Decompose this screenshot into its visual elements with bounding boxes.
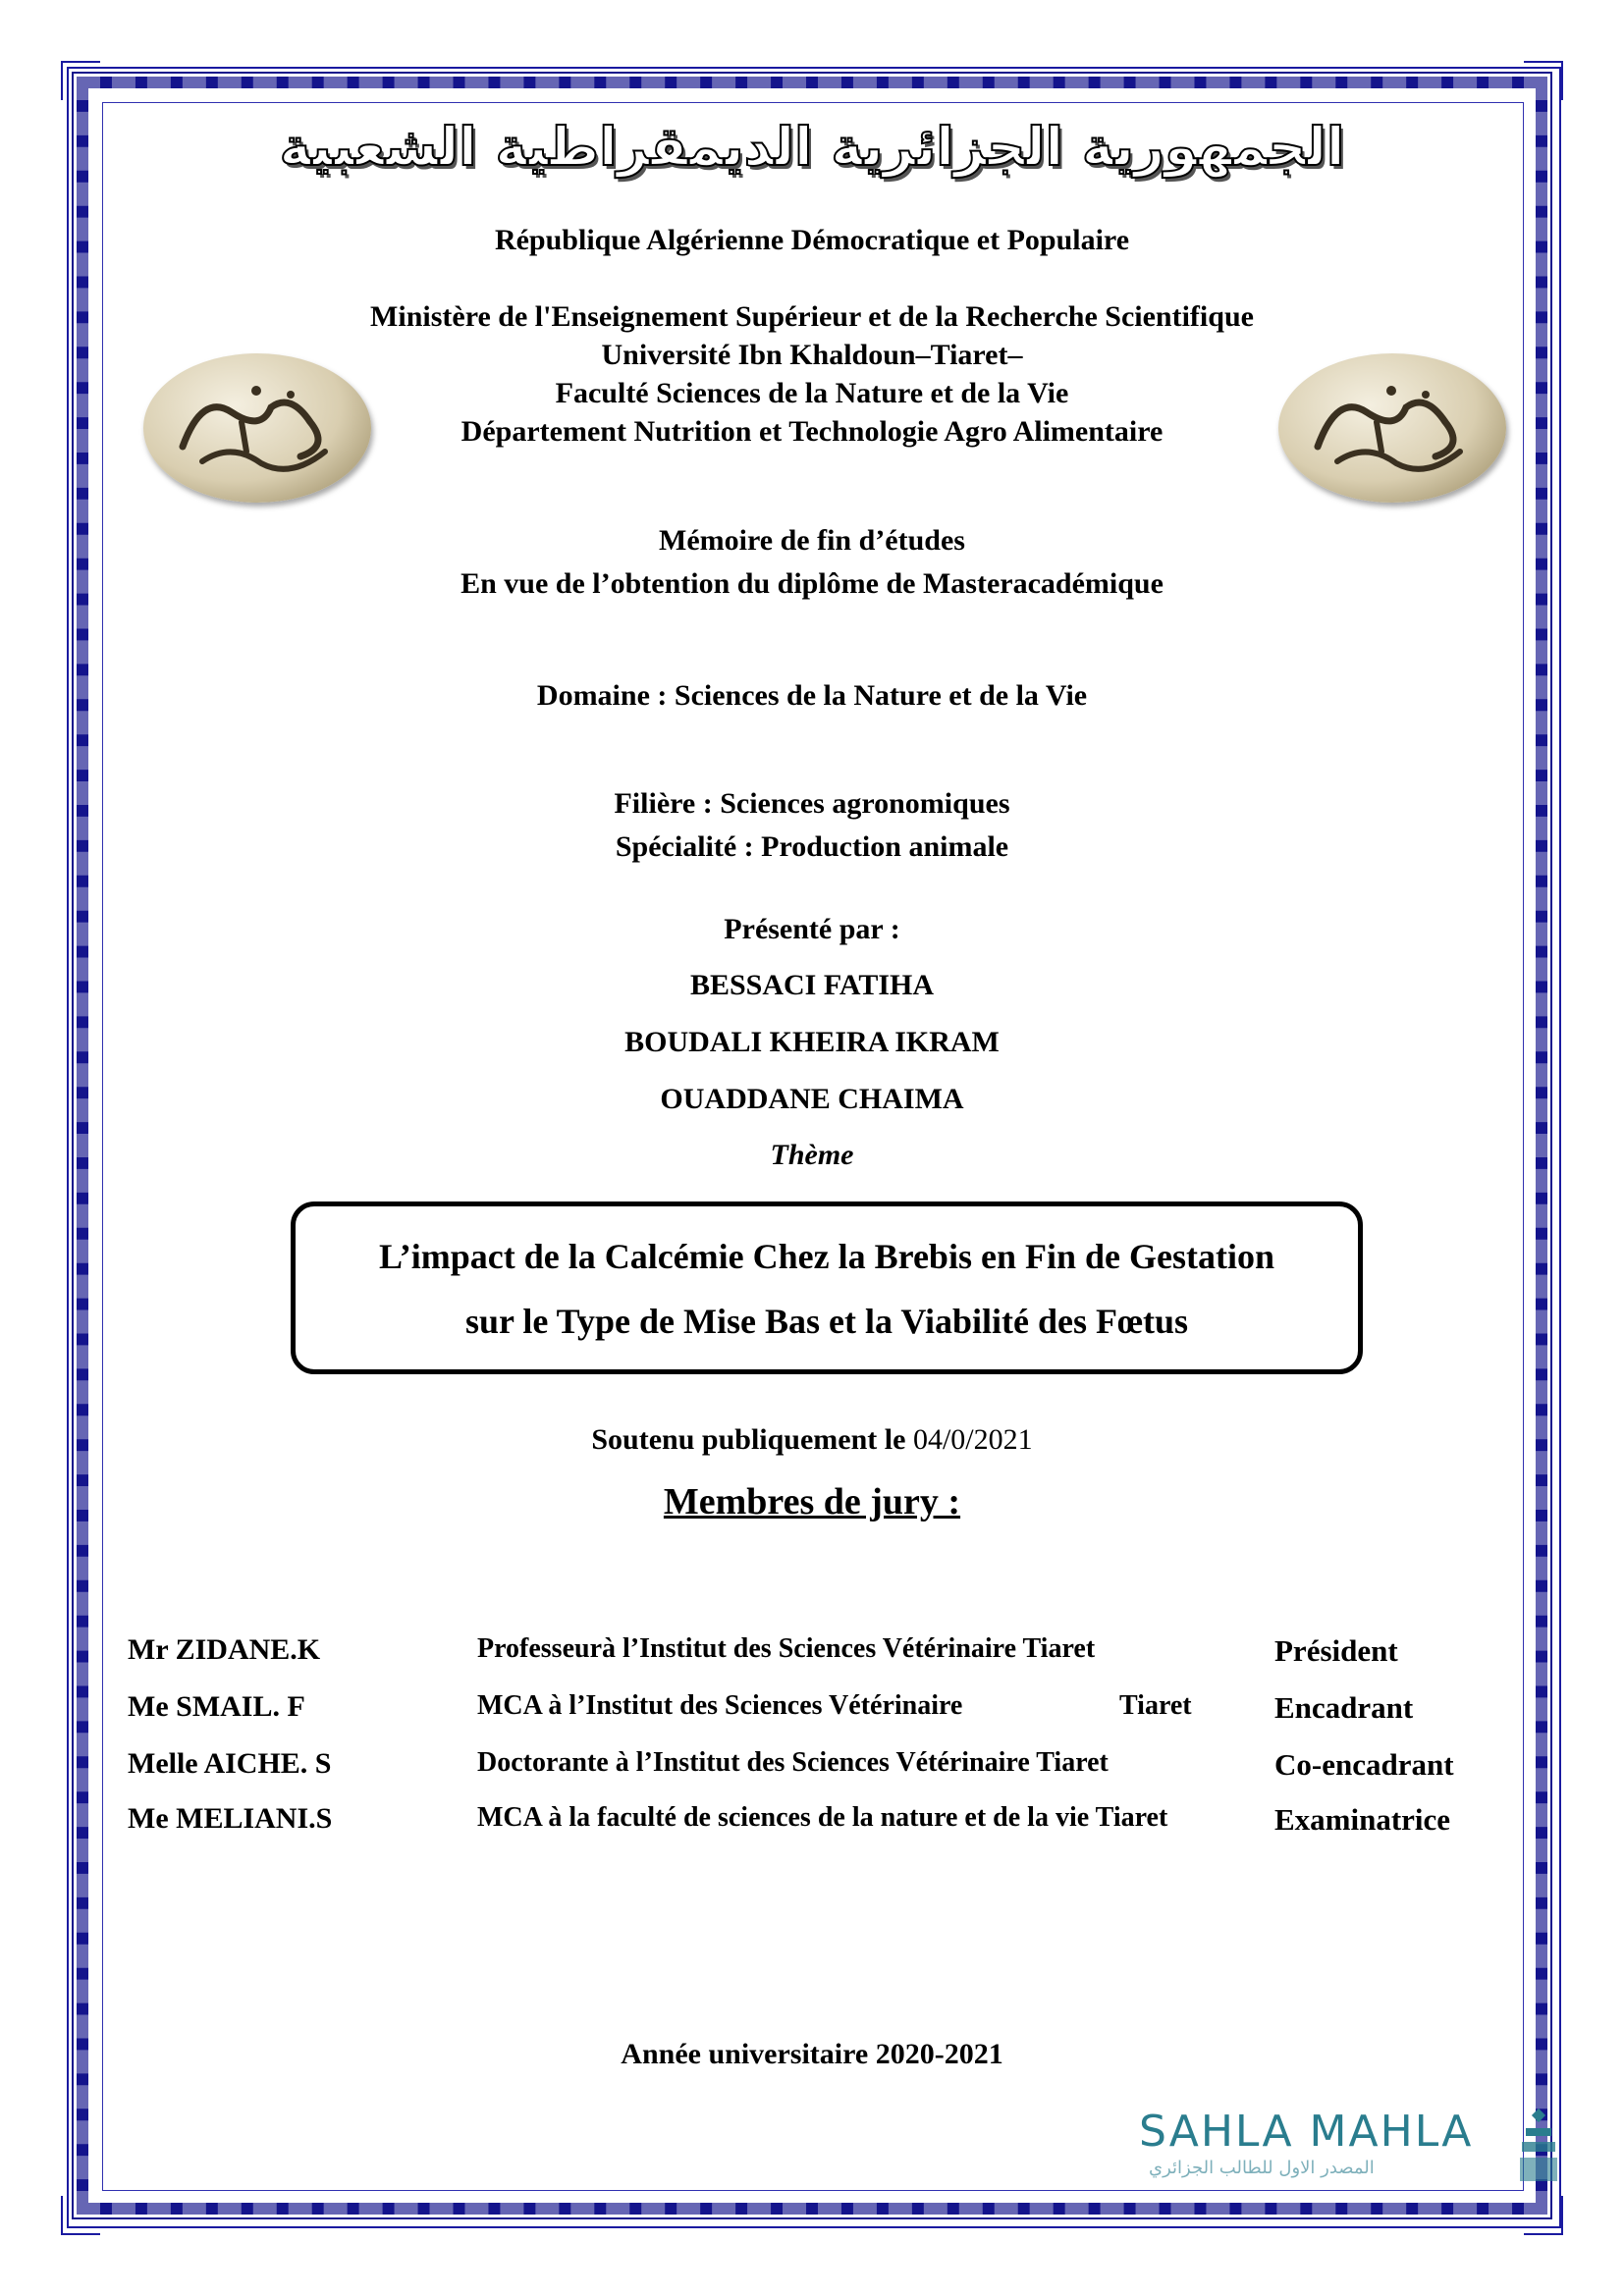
- arabic-title: الجمهورية الجزائرية الديمقراطية الشعبية: [279, 116, 1345, 178]
- jury-member-title: Professeurà l’Institut des Sciences Vétérinaire Tiaret: [477, 1633, 1096, 1664]
- jury-heading: Membres de jury :: [663, 1481, 961, 1522]
- defense-date-line: [0, 1423, 1624, 1457]
- watermark-brand: SAHLA MAHLA: [1139, 2107, 1474, 2157]
- jury-member-name: Me MELIANI.S: [128, 1802, 333, 1835]
- author-name: BESSACI FATIHA: [689, 969, 935, 1001]
- author-name: BOUDALI KHEIRA IKRAM: [624, 1026, 1000, 1058]
- republic-name: République Algérienne Démocratique et Populaire: [494, 224, 1130, 256]
- presented-by-label: Présenté par :: [724, 913, 900, 945]
- domaine: Domaine : Sciences de la Nature et de la Vie: [536, 679, 1088, 712]
- specialite: Spécialité : Production animale: [615, 830, 1009, 863]
- border-corner-ornament: [1524, 61, 1563, 100]
- jury-member-name: Mr ZIDANE.K: [128, 1633, 321, 1666]
- jury-member-role: Président: [1274, 1633, 1398, 1668]
- filiere: Filière : Sciences agronomiques: [614, 787, 1010, 820]
- faculty-name: Faculté Sciences de la Nature et de la Vie: [555, 377, 1069, 409]
- department-name: Département Nutrition et Technologie Agro Alimentaire: [460, 415, 1164, 448]
- border-corner-ornament: [61, 61, 100, 100]
- jury-member-role: Examinatrice: [1274, 1802, 1451, 1837]
- jury-member-title-extra: Tiaret: [1119, 1690, 1192, 1721]
- watermark-tagline: المصدر الاول للطالب الجزائري: [1149, 2158, 1375, 2178]
- jury-member-role: Encadrant: [1274, 1690, 1414, 1725]
- theme-title-line-2: sur le Type de Mise Bas et la Viabilité des Fœtus: [464, 1302, 1188, 1341]
- jury-member-name: Melle AICHE. S: [128, 1747, 332, 1780]
- university-seal-logo: [1278, 353, 1506, 503]
- theme-title-box: [291, 1201, 1363, 1374]
- jury-member-title: MCA à la faculté de sciences de la nature et de la vie Tiaret: [477, 1802, 1168, 1833]
- author-name: OUADDANE CHAIMA: [660, 1083, 964, 1115]
- theme-label: Thème: [770, 1139, 854, 1171]
- sahla-mahla-watermark: [1139, 2107, 1551, 2185]
- theme-title-line-1: L’impact de la Calcémie Chez la Brebis en Fin de Gestation: [379, 1237, 1274, 1276]
- border-corner-ornament: [61, 2196, 100, 2235]
- memoire-line-1: Mémoire de fin d’études: [659, 524, 965, 557]
- ministry-name: Ministère de l'Enseignement Supérieur et de la Recherche Scientifique: [370, 300, 1254, 333]
- university-name: Université Ibn Khaldoun–Tiaret–: [601, 339, 1023, 371]
- border-corner-ornament: [1524, 2196, 1563, 2235]
- academic-year: Année universitaire 2020-2021: [621, 2038, 1003, 2070]
- university-seal-logo: [143, 353, 371, 503]
- jury-member-title: Doctorante à l’Institut des Sciences Vétérinaire Tiaret: [477, 1747, 1109, 1778]
- jury-member-title: MCA à l’Institut des Sciences Vétérinaire: [477, 1690, 963, 1721]
- memoire-line-2: En vue de l’obtention du diplôme de Masteracadémique: [460, 567, 1164, 600]
- defense-date: 04/0/2021: [912, 1423, 1033, 1456]
- watermark-logo-icon: [1520, 2107, 1559, 2185]
- defense-label: Soutenu publiquement le: [591, 1423, 906, 1456]
- jury-member-name: Me SMAIL. F: [128, 1690, 305, 1723]
- jury-member-role: Co-encadrant: [1274, 1747, 1454, 1782]
